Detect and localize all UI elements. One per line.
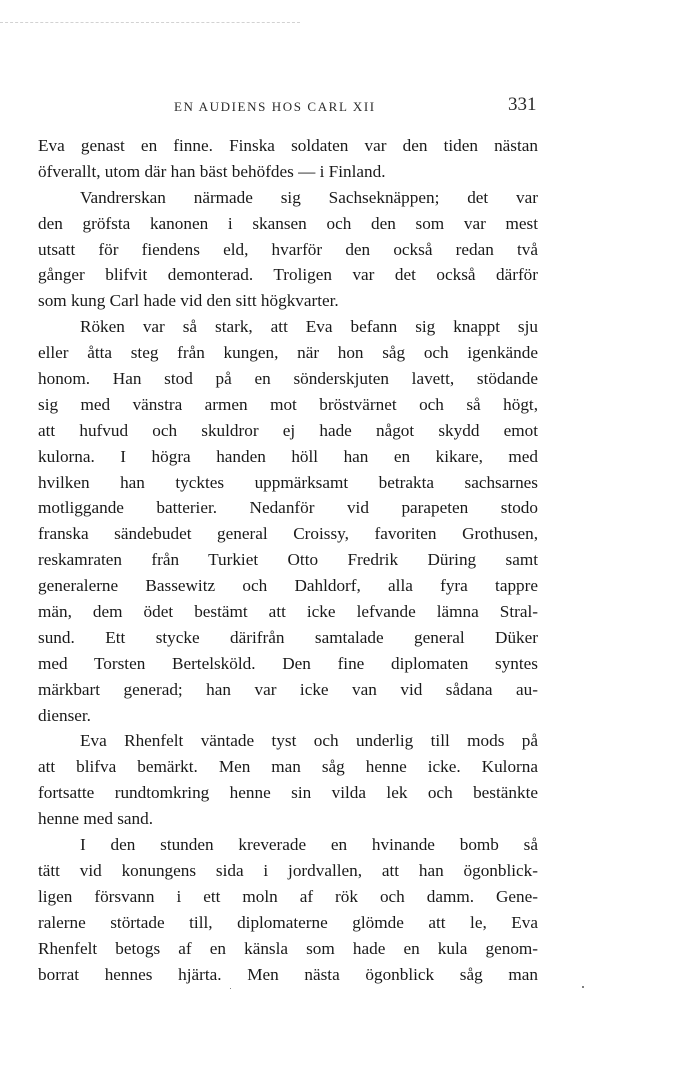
text-line: kulorna. I högra handen höll han en kikare, med — [38, 446, 538, 466]
text-line: sund. Ett stycke därifrån samtalade general Düker — [38, 627, 538, 647]
text-line: ralerne störtade till, diplomaterne glömde att le, Eva — [38, 912, 538, 932]
page-number: 331 — [508, 94, 537, 115]
body-text — [38, 133, 538, 987]
text-line: hvilken han tycktes uppmärksamt betrakta sachsarnes — [38, 472, 538, 492]
text-line: eller åtta steg från kungen, när hon såg och igenkände — [38, 343, 538, 363]
text-line: franska sändebudet general Croissy, favoriten Grothusen, — [38, 524, 538, 544]
text-line: den gröfsta kanonen i skansen och den som var mest — [38, 213, 538, 233]
text-line: generalerne Bassewitz och Dahldorf, alla fyra tappre — [38, 576, 538, 596]
text-line: honom. Han stod på en sönderskjuten lavett, stödande — [38, 369, 538, 389]
text-line: med Torsten Bertelsköld. Den fine diplomaten syntes — [38, 653, 538, 673]
text-line: Eva genast en finne. Finska soldaten var den tiden nästan — [38, 136, 538, 155]
text-line: gånger blifvit demonterad. Troligen var det också därför — [38, 265, 538, 285]
text-line: män, dem ödet bestämt att icke lefvande lämna Stral- — [38, 602, 538, 622]
text-line: utsatt för fiendens eld, hvarför den också redan två — [38, 239, 538, 259]
text-line: att blifva bemärkt. Men man såg henne icke. Kulorna — [38, 757, 538, 777]
text-line: Röken var så stark, att Eva befann sig knappt sju — [80, 317, 538, 337]
text-line: henne med sand. — [38, 809, 154, 829]
text-line: dienser. — [38, 705, 91, 725]
running-title: EN AUDIENS HOS CARL XII — [174, 99, 376, 114]
ink-speck — [582, 986, 584, 988]
text-line: reskamraten från Turkiet Otto Fredrik Düring samt — [38, 550, 538, 570]
text-line: som kung Carl hade vid den sitt högkvarter. — [38, 291, 339, 311]
text-line: Rhenfelt betogs af en känsla som hade en kula genom- — [38, 938, 538, 958]
text-line: I den stunden kreverade en hvinande bomb så — [80, 835, 538, 855]
text-line: Eva Rhenfelt väntade tyst och underlig till mods på — [80, 731, 538, 751]
text-line: borrat hennes hjärta. Men nästa ögonblick såg man — [38, 964, 538, 984]
ink-speck — [230, 988, 231, 989]
text-line: tätt vid konungens sida i jordvallen, att han ögonblick- — [38, 860, 538, 880]
text-line: sig med vänstra armen mot bröstvärnet och så högt, — [38, 394, 538, 414]
text-line: att hufvud och skuldror ej hade något skydd emot — [38, 420, 538, 440]
text-line: märkbart generad; han var icke van vid sådana au- — [38, 679, 538, 699]
text-line: ligen försvann i ett moln af rök och damm. Gene- — [38, 886, 538, 906]
running-header — [0, 96, 680, 116]
text-line: fortsatte rundtomkring henne sin vilda lek och bestänkte — [38, 783, 538, 803]
text-line: öfverallt, utom där han bäst behöfdes — i Finland. — [38, 161, 386, 181]
text-line: Vandrerskan närmade sig Sachseknäppen; det var — [80, 187, 538, 207]
text-line: motliggande batterier. Nedanför vid parapeten stodo — [38, 498, 538, 518]
scan-edge-line — [0, 22, 300, 23]
